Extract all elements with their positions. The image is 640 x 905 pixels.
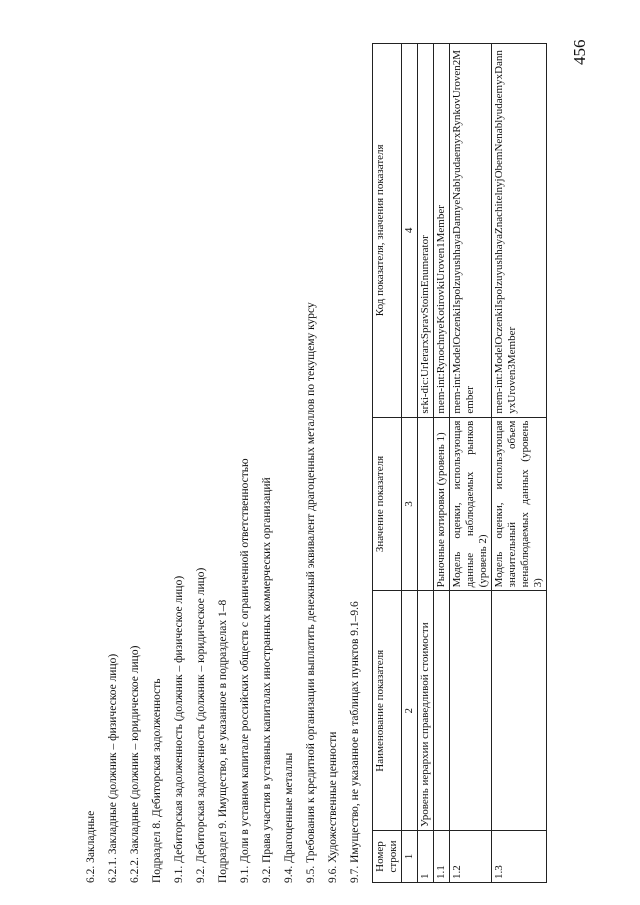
header-cell: Номер строки <box>373 831 402 883</box>
row-code: srki-dic:UrIerarxSpravStoimEnumerator <box>418 44 434 418</box>
text-line: 9.2. Дебиторская задолженность (должник – юридическое лицо) <box>195 567 207 883</box>
row-number: 1.1 <box>434 831 450 883</box>
text-line: 6.2.2. Закладные (должник – юридическое лицо) <box>129 645 141 883</box>
header-cell: Наименование показателя <box>373 591 402 831</box>
indicator-table <box>372 43 547 883</box>
row-name <box>434 591 450 831</box>
text-line: Подраздел 9. Имущество, не указанное в подразделах 1–8 <box>217 599 229 883</box>
row-name <box>450 591 492 831</box>
page-number: 456 <box>570 39 589 65</box>
table-header-row <box>373 44 402 883</box>
row-value <box>418 417 434 591</box>
header-cell: Значение показателя <box>373 417 402 591</box>
table-row <box>434 44 450 883</box>
text-line: 9.4. Драгоценные металлы <box>283 752 295 883</box>
column-number: 4 <box>402 44 418 418</box>
row-value: Модель оценки, использующая данные наблюдаемых рынков (уровень 2) <box>450 417 492 591</box>
text-line: 9.7. Имущество, не указанное в таблицах пунктов 9.1–9.6 <box>349 601 361 883</box>
row-name <box>492 591 547 831</box>
text-line: Подраздел 8. Дебиторская задолженность <box>151 678 163 883</box>
text-line: 9.1. Дебиторская задолженность (должник – физическое лицо) <box>173 575 185 883</box>
text-line: 9.5. Требования к кредитной организации выплатить денежный эквивалент драгоценных металлов по текущему курсу <box>305 302 317 883</box>
column-number-row <box>402 44 418 883</box>
row-value: Рыночные котировки (уровень 1) <box>434 417 450 591</box>
column-number: 2 <box>402 591 418 831</box>
header-cell: Код показателя, значения показателя <box>373 44 402 418</box>
row-value: Модель оценки, использующая значительный объем ненаблюдаемых данных (уровень 3) <box>492 417 547 591</box>
row-number: 1.2 <box>450 831 492 883</box>
text-line: 9.2. Права участия в уставных капиталах иностранных коммерческих организаций <box>261 477 273 883</box>
table-row <box>450 44 492 883</box>
text-line: 9.6. Художественные ценности <box>327 731 339 883</box>
row-code: mem-int:ModelOczenkiIspolzuyushhayaDannyeNablyudaemyxRynkovUroven2Member <box>450 44 492 418</box>
text-line: 9.1. Доли в уставном капитале российских обществ с ограниченной ответственностью <box>239 458 251 883</box>
row-number: 1.3 <box>492 831 547 883</box>
table-row <box>492 44 547 883</box>
text-line: 6.2. Закладные <box>85 810 97 883</box>
row-code: mem-int:ModelOczenkiIspolzuyushhayaZnachitelnyjObemNenablyudaemyxDannyxUroven3Member <box>492 44 547 418</box>
row-code: mem-int:RynochnyeKotirovkiUroven1Member <box>434 44 450 418</box>
row-name: Уровень иерархии справедливой стоимости <box>418 591 434 831</box>
column-number: 3 <box>402 417 418 591</box>
column-number: 1 <box>402 831 418 883</box>
text-line: 6.2.1. Закладные (должник – физическое лицо) <box>107 653 119 883</box>
table-row <box>418 44 434 883</box>
row-number: 1 <box>418 831 434 883</box>
